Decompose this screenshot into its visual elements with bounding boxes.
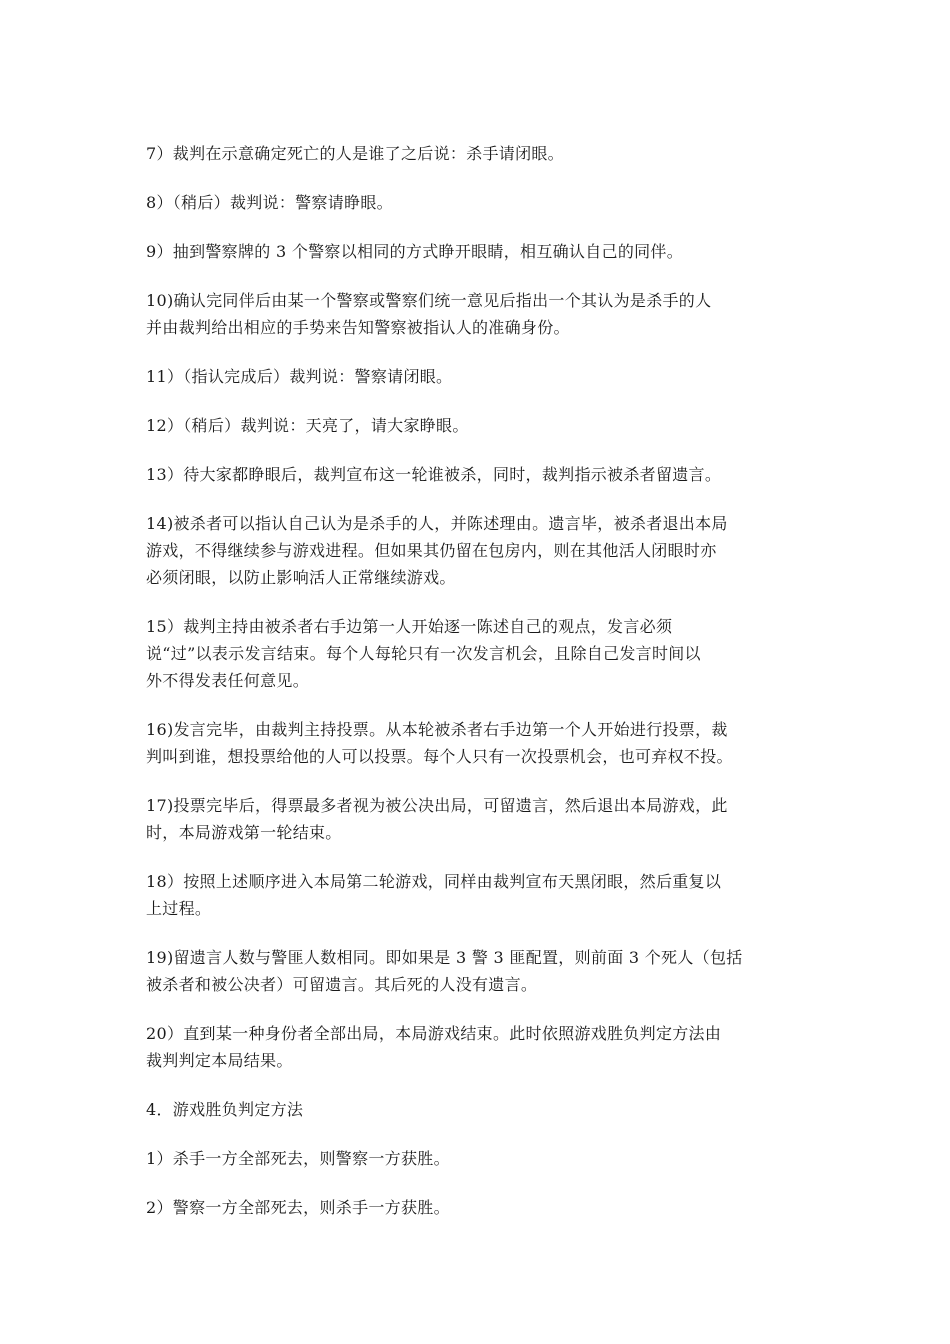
text-line: 4．游戏胜负判定方法 (146, 1100, 304, 1119)
rule-item-14 (146, 510, 810, 591)
text-line: 上过程。 (146, 899, 212, 918)
text-line: 20）直到某一种身份者全部出局，本局游戏结束。此时依照游戏胜负判定方法由 (146, 1024, 722, 1043)
outcome-item-2 (146, 1194, 810, 1221)
rule-item-9 (146, 238, 810, 265)
text-line: 8）（稍后）裁判说：警察请睁眼。 (146, 193, 393, 212)
text-line: 并由裁判给出相应的手势来告知警察被指认人的准确身份。 (146, 318, 570, 337)
text-line: 9）抽到警察牌的 3 个警察以相同的方式睁开眼睛，相互确认自己的同伴。 (146, 242, 684, 261)
text-line: 裁判判定本局结果。 (146, 1051, 293, 1070)
text-line: 判叫到谁，想投票给他的人可以投票。每个人只有一次投票机会，也可弃权不投。 (146, 747, 733, 766)
rule-item-13 (146, 461, 810, 488)
text-line: 7）裁判在示意确定死亡的人是谁了之后说：杀手请闭眼。 (146, 144, 564, 163)
text-line: 19)留遗言人数与警匪人数相同。即如果是 3 警 3 匪配置，则前面 3 个死人（包括 (146, 948, 743, 967)
text-line: 13）待大家都睁眼后，裁判宣布这一轮谁被杀，同时，裁判指示被杀者留遗言。 (146, 465, 722, 484)
rule-item-7 (146, 140, 810, 167)
rule-item-10 (146, 287, 810, 341)
section-heading (146, 1096, 810, 1123)
text-line: 外不得发表任何意见。 (146, 671, 310, 690)
text-line: 16)发言完毕，由裁判主持投票。从本轮被杀者右手边第一个人开始进行投票，裁 (146, 720, 728, 739)
text-line: 说“过”以表示发言结束。每个人每轮只有一次发言机会，且除自己发言时间以 (146, 644, 701, 663)
text-line: 17)投票完毕后，得票最多者视为被公决出局，可留遗言，然后退出本局游戏，此 (146, 796, 728, 815)
text-line: 时，本局游戏第一轮结束。 (146, 823, 342, 842)
rule-item-12 (146, 412, 810, 439)
document-body (146, 140, 810, 1243)
text-line: 2）警察一方全部死去，则杀手一方获胜。 (146, 1198, 450, 1217)
rule-item-11 (146, 363, 810, 390)
text-line: 11）（指认完成后）裁判说：警察请闭眼。 (146, 367, 453, 386)
rule-item-18 (146, 868, 810, 922)
outcome-item-1 (146, 1145, 810, 1172)
rule-item-15 (146, 613, 810, 694)
text-line: 10)确认完同伴后由某一个警察或警察们统一意见后指出一个其认为是杀手的人 (146, 291, 712, 310)
text-line: 15）裁判主持由被杀者右手边第一人开始逐一陈述自己的观点，发言必须 (146, 617, 673, 636)
text-line: 被杀者和被公决者）可留遗言。其后死的人没有遗言。 (146, 975, 538, 994)
rule-item-16 (146, 716, 810, 770)
rule-item-20 (146, 1020, 810, 1074)
text-line: 游戏，不得继续参与游戏进程。但如果其仍留在包房内，则在其他活人闭眼时亦 (146, 541, 717, 560)
text-line: 18）按照上述顺序进入本局第二轮游戏，同样由裁判宣布天黑闭眼，然后重复以 (146, 872, 722, 891)
rule-item-8 (146, 189, 810, 216)
text-line: 14)被杀者可以指认自己认为是杀手的人，并陈述理由。遗言毕，被杀者退出本局 (146, 514, 728, 533)
text-line: 必须闭眼，以防止影响活人正常继续游戏。 (146, 568, 456, 587)
rule-item-17 (146, 792, 810, 846)
text-line: 1）杀手一方全部死去，则警察一方获胜。 (146, 1149, 450, 1168)
rule-item-19 (146, 944, 810, 998)
text-line: 12）（稍后）裁判说：天亮了，请大家睁眼。 (146, 416, 469, 435)
